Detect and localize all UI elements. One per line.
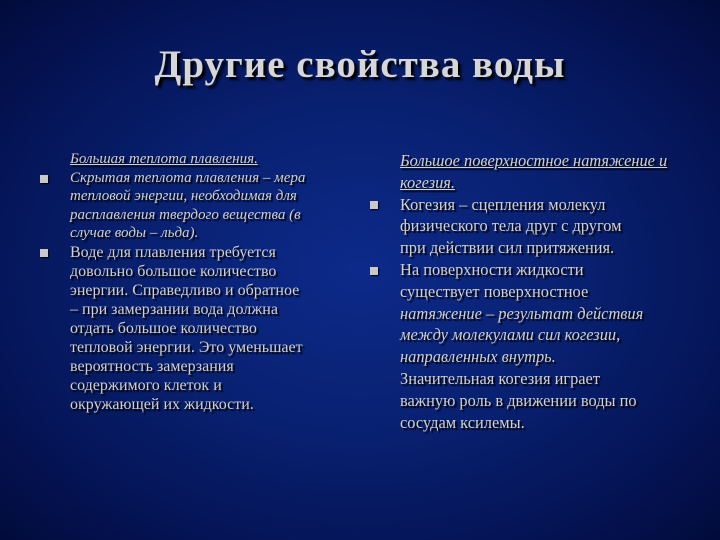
right-item-2-line: натяжение – результат действия [400, 303, 644, 323]
left-item-1-line: расплавления твердого вещества (в [70, 206, 301, 223]
square-bullet-icon [370, 201, 378, 209]
left-item-2-line: энергии. Справедливо и обратное [70, 281, 300, 299]
left-heading: Большая теплота плавления. [70, 151, 258, 167]
left-item-1-line: случае воды – льда). [70, 225, 199, 241]
right-item-2-line: между молекулами сил когезии, [400, 325, 621, 345]
right-item-1-line: физического тела друг с другом [400, 216, 622, 236]
square-bullet-icon [40, 175, 48, 183]
left-item-2-line: вероятность замерзания [70, 357, 234, 375]
left-item-1-line [40, 169, 360, 188]
right-item-2-line: важную роль в движении воды по [400, 390, 637, 410]
right-item-2-text: На поверхности жидкости [400, 259, 584, 279]
square-bullet-icon [40, 249, 48, 257]
right-item-2-line: направленных внутрь. [400, 347, 556, 367]
left-item-2-line: – при замерзании вода должна [70, 300, 278, 318]
left-item-2-line [40, 243, 360, 262]
right-column [370, 150, 700, 433]
right-item-2-line: сосудам ксилемы. [400, 412, 525, 432]
right-item-1-text: Когезия – сцепления молекул [400, 194, 606, 214]
left-item-2-line: довольно большое количество [70, 262, 277, 280]
left-item-2-line: тепловой энергии. Это уменьшает [70, 338, 303, 356]
right-item-2-line: существует поверхностное [400, 281, 589, 301]
right-item-2-line: Значительная когезия играет [400, 368, 600, 388]
left-item-1-text: Скрытая теплота плавления – мера [70, 169, 306, 186]
left-column [40, 150, 360, 414]
right-item-1-line: при действии сил притяжения. [400, 238, 615, 258]
left-item-2-line: содержимого клеток и [70, 376, 222, 394]
left-item-1-line: тепловой энергии, необходимая для [70, 188, 297, 204]
square-bullet-icon [370, 267, 378, 275]
left-item-2-text: Воде для плавления требуется [70, 243, 276, 261]
right-item-1-line [370, 194, 700, 216]
right-heading-line: Большое поверхностное натяжение и [400, 151, 668, 170]
left-item-2-line: отдать большое количество [70, 319, 257, 337]
left-item-2-line: окружающей их жидкости. [70, 395, 254, 413]
right-item-2-line [370, 259, 700, 281]
slide-title: Другие свойства воды [154, 43, 566, 86]
right-heading-line: когезия. [400, 172, 455, 192]
